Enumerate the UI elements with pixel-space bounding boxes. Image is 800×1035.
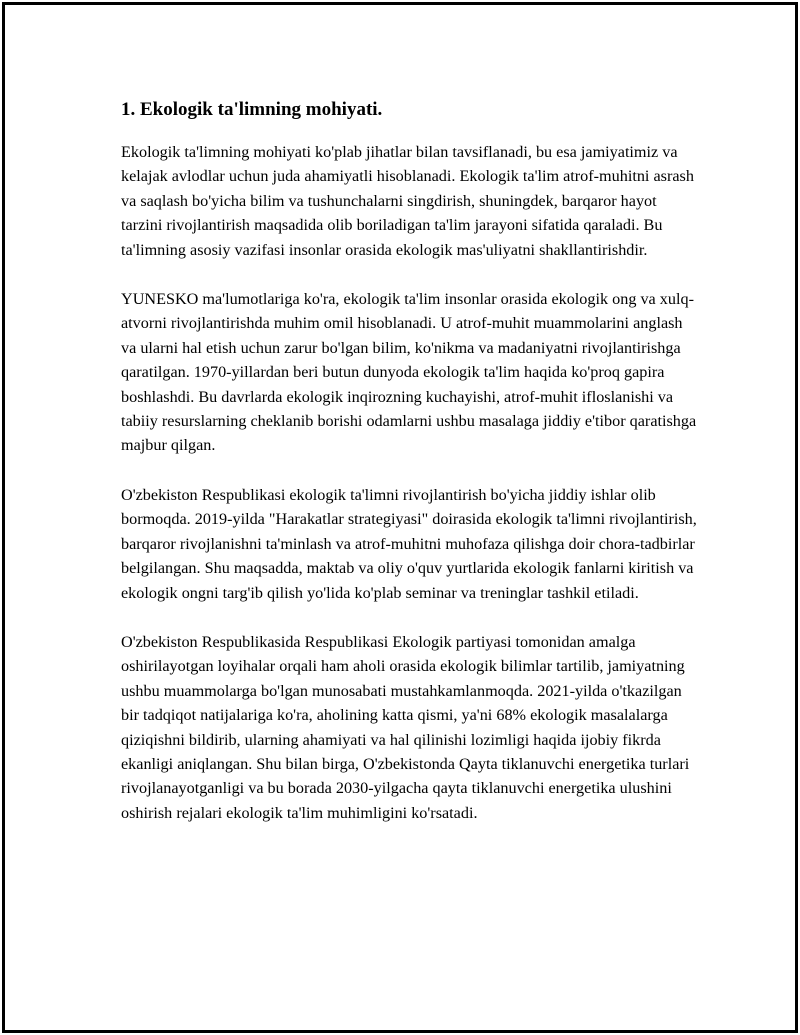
paragraph-1: Ekologik ta'limning mohiyati ko'plab jihatlar bilan tavsiflanadi, bu esa jamiyatimiz va kelajak avlodlar uchun juda ahamiyatli hisoblanadi. Ekologik ta'lim atrof-muhitni asrash va saqlash bo'yicha bilim va tushunchalarni singdirish, shuningdek, barqaror hayot tarzini rivojlantirish maqsadida olib boriladigan ta'lim jarayoni sifatida qaraladi. Bu ta'limning asosiy vazifasi insonlar orasida ekologik mas'uliyatni shakllantirishdir. xyxy=(121,143,694,259)
page-frame xyxy=(2,2,798,1033)
paragraph-2: YUNESKO ma'lumotlariga ko'ra, ekologik ta'lim insonlar orasida ekologik ong va xulq-atvorni rivojlantirishda muhim omil hisoblanadi. U atrof-muhit muammolarini anglash va ularni hal etish uchun zarur bo'lgan bilim, ko'nikma va madaniyatni rivojlantirishga qaratilgan. 1970-yillardan beri butun dunyoda ekologik ta'lim haqida ko'proq gapira boshlashdi. Bu davrlarda ekologik inqirozning kuchayishi, atrof-muhit ifloslanishi va tabiiy resurslarning cheklanib borishi odamlarni ushbu masalaga jiddiy e'tibor qaratishga majbur qilgan. xyxy=(121,290,697,455)
document-body xyxy=(121,97,701,850)
paragraph-4: O'zbekiston Respublikasida Respublikasi Ekologik partiyasi tomonidan amalga oshirilayotgan loyihalar orqali ham aholi orasida ekologik bilimlar tartilib, jamiyatning ushbu muammolarga bo'lgan munosabati mustahkamlanmoqda. 2021-yilda o'tkazilgan bir tadqiqot natijalariga ko'ra, aholining katta qismi, ya'ni 68% ekologik masalalarga qiziqishni bildirib, ularning ahamiyati va hal qilinishi lozimligi haqida ijobiy fikrda ekanligi aniqlangan. Shu bilan birga, O'zbekistonda Qayta tiklanuvchi energetika turlari rivojlanayotganligi va bu borada 2030-yilgacha qayta tiklanuvchi energetika ulushini oshirish rejalari ekologik ta'lim muhimligini ko'rsatadi. xyxy=(121,632,690,822)
paragraph-3: O'zbekiston Respublikasi ekologik ta'limni rivojlantirish bo'yicha jiddiy ishlar olib bormoqda. 2019-yilda "Harakatlar strategiyasi" doirasida ekologik ta'limni rivojlantirish, barqaror rivojlanishni ta'minlash va atrof-muhitni muhofaza qilishga doir chora-tadbirlar belgilangan. Shu maqsadda, maktab va oliy o'quv yurtlarida ekologik fanlarni kiritish va ekologik ongni targ'ib qilish yo'lida ko'plab seminar va treninglar tashkil etiladi. xyxy=(121,485,697,602)
section-heading: 1. Ekologik ta'limning mohiyati. xyxy=(121,99,383,120)
